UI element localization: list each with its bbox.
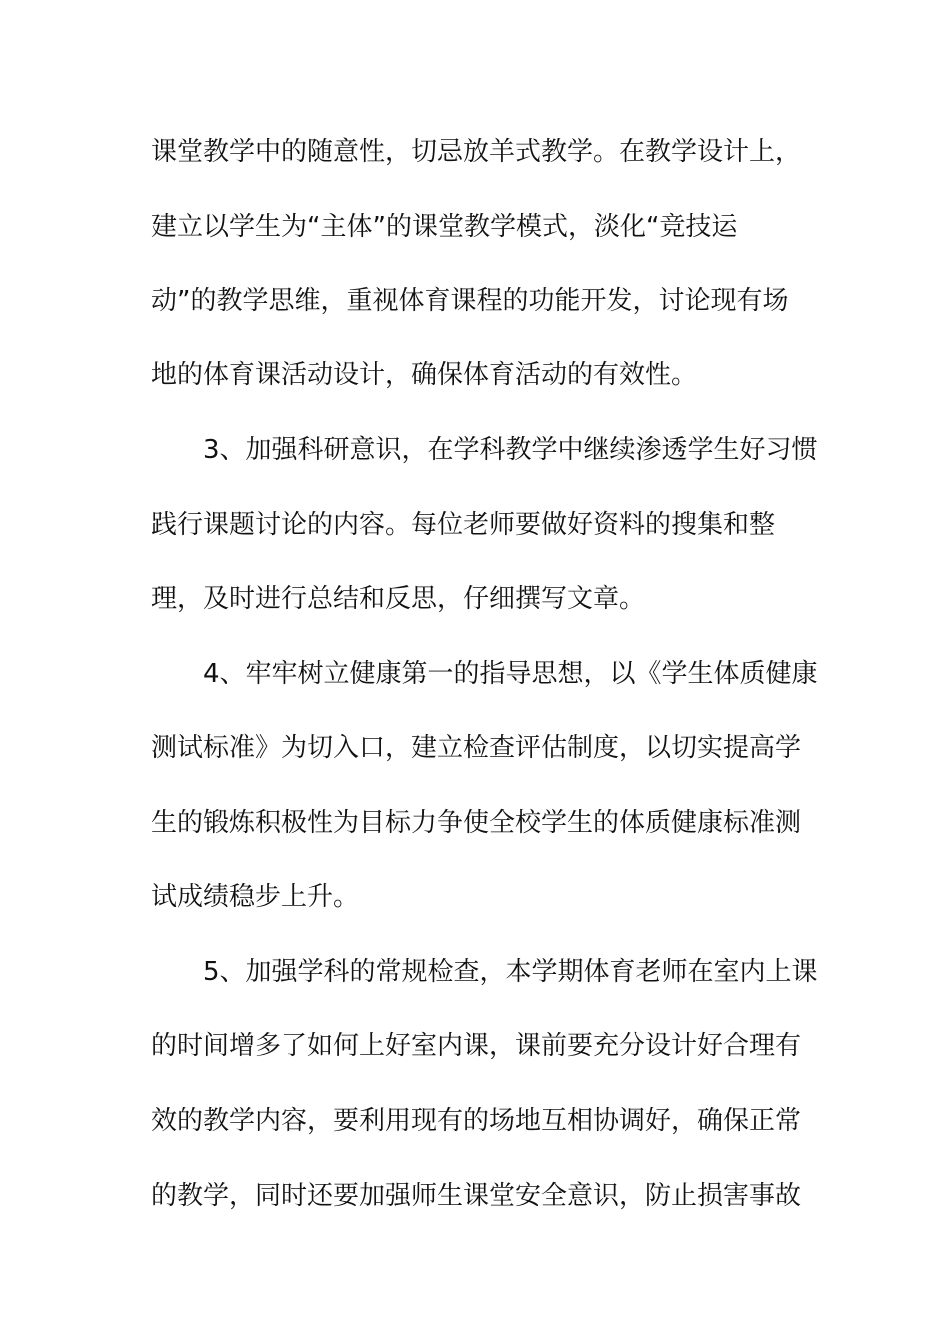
text-line: 试成绩稳步上升。 — [151, 882, 360, 912]
text-line: 建立以学生为“主体”的课堂教学模式，淡化“竞技运 — [151, 212, 738, 242]
text-line: 测试标准》为切入口，建立检查评估制度，以切实提高学 — [151, 733, 802, 763]
text-line: 地的体育课活动设计，确保体育活动的有效性。 — [151, 360, 698, 390]
paragraph-3-line: 3、加强科研意识，在学科教学中继续渗透学生好习惯 — [203, 435, 818, 465]
text-line: 效的教学内容，要利用现有的场地互相协调好，确保正常 — [151, 1106, 802, 1136]
paragraph-5-line: 5、加强学科的常规检查，本学期体育老师在室内上课 — [203, 957, 818, 987]
text-line: 的教学，同时还要加强师生课堂安全意识，防止损害事故 — [151, 1181, 802, 1211]
paragraph-4-line: 4、牢牢树立健康第一的指导思想，以《学生体质健康 — [203, 659, 818, 689]
text-line: 的时间增多了如何上好室内课，课前要充分设计好合理有 — [151, 1031, 802, 1061]
text-line: 践行课题讨论的内容。每位老师要做好资料的搜集和整 — [151, 510, 776, 540]
text-line: 生的锻炼积极性为目标力争使全校学生的体质健康标准测 — [151, 808, 802, 838]
text-line: 理，及时进行总结和反思，仔细撰写文章。 — [151, 584, 646, 614]
text-line: 动”的教学思维，重视体育课程的功能开发，讨论现有场 — [151, 286, 789, 316]
text-line: 课堂教学中的随意性，切忌放羊式教学。在教学设计上， — [151, 137, 802, 167]
